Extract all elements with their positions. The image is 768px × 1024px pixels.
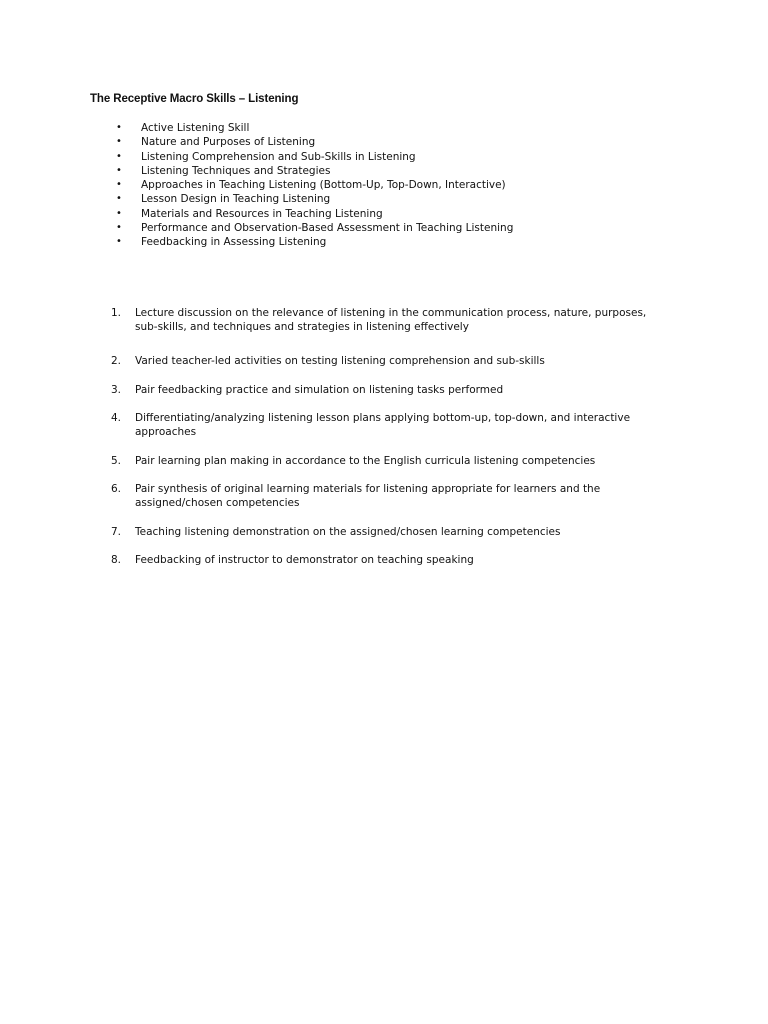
activity-text: Differentiating/analyzing listening lesson plans applying bottom-up, top-down, and interactive approaches bbox=[135, 412, 631, 438]
topic-label: Listening Comprehension and Sub-Skills in Listening bbox=[141, 150, 416, 163]
topic-label: Approaches in Teaching Listening (Bottom-Up, Top-Down, Interactive) bbox=[141, 179, 506, 192]
item-number: 5. bbox=[111, 454, 122, 467]
item-number: 7. bbox=[111, 525, 122, 538]
item-number: 2. bbox=[111, 355, 122, 367]
bullet-icon: • bbox=[116, 236, 122, 248]
bullet-icon: • bbox=[116, 193, 122, 205]
item-number: 6. bbox=[111, 483, 122, 495]
list-item bbox=[111, 525, 671, 539]
item-number: 8. bbox=[111, 554, 122, 566]
topic-label: Performance and Observation-Based Assessment in Teaching Listening bbox=[141, 222, 514, 235]
bullet-icon: • bbox=[116, 207, 122, 219]
list-item bbox=[111, 354, 671, 368]
topic-label: Materials and Resources in Teaching Listening bbox=[141, 207, 383, 220]
topic-label: Listening Techniques and Strategies bbox=[141, 164, 331, 177]
list-item bbox=[111, 482, 671, 510]
bullet-icon: • bbox=[116, 164, 122, 176]
item-number: 4. bbox=[111, 412, 122, 424]
topic-label: Nature and Purposes of Listening bbox=[141, 136, 316, 149]
activity-text: Pair learning plan making in accordance to the English curricula listening competencies bbox=[135, 454, 596, 467]
activity-text: Pair synthesis of original learning materials for listening appropriate for learners and the assigned/chosen competencies bbox=[135, 483, 601, 509]
bullet-icon: • bbox=[116, 222, 122, 234]
list-item bbox=[111, 411, 671, 439]
item-number: 3. bbox=[111, 383, 122, 396]
list-item bbox=[111, 553, 671, 567]
bullet-icon: • bbox=[116, 179, 122, 191]
activity-text: Varied teacher-led activities on testing listening comprehension and sub-skills bbox=[135, 355, 545, 367]
bullet-icon: • bbox=[116, 136, 122, 148]
activity-text: Feedbacking of instructor to demonstrator on teaching speaking bbox=[135, 554, 474, 566]
page-title: The Receptive Macro Skills – Listening bbox=[90, 93, 299, 105]
activity-text: Lecture discussion on the relevance of listening in the communication process, nature, purposes, sub-skills, and techniques and strategies in listening effectively bbox=[135, 307, 647, 333]
list-item bbox=[111, 454, 671, 468]
list-item bbox=[111, 383, 671, 397]
list-item bbox=[111, 306, 671, 334]
activity-text: Teaching listening demonstration on the assigned/chosen learning competencies bbox=[135, 525, 561, 538]
activity-text: Pair feedbacking practice and simulation on listening tasks performed bbox=[135, 383, 504, 396]
topic-label: Active Listening Skill bbox=[141, 122, 250, 134]
item-number: 1. bbox=[111, 307, 122, 319]
topic-label: Feedbacking in Assessing Listening bbox=[141, 236, 327, 249]
activity-numbered-list bbox=[111, 306, 671, 582]
bullet-icon: • bbox=[116, 150, 122, 162]
topic-label: Lesson Design in Teaching Listening bbox=[141, 193, 331, 206]
bullet-icon: • bbox=[116, 122, 122, 133]
